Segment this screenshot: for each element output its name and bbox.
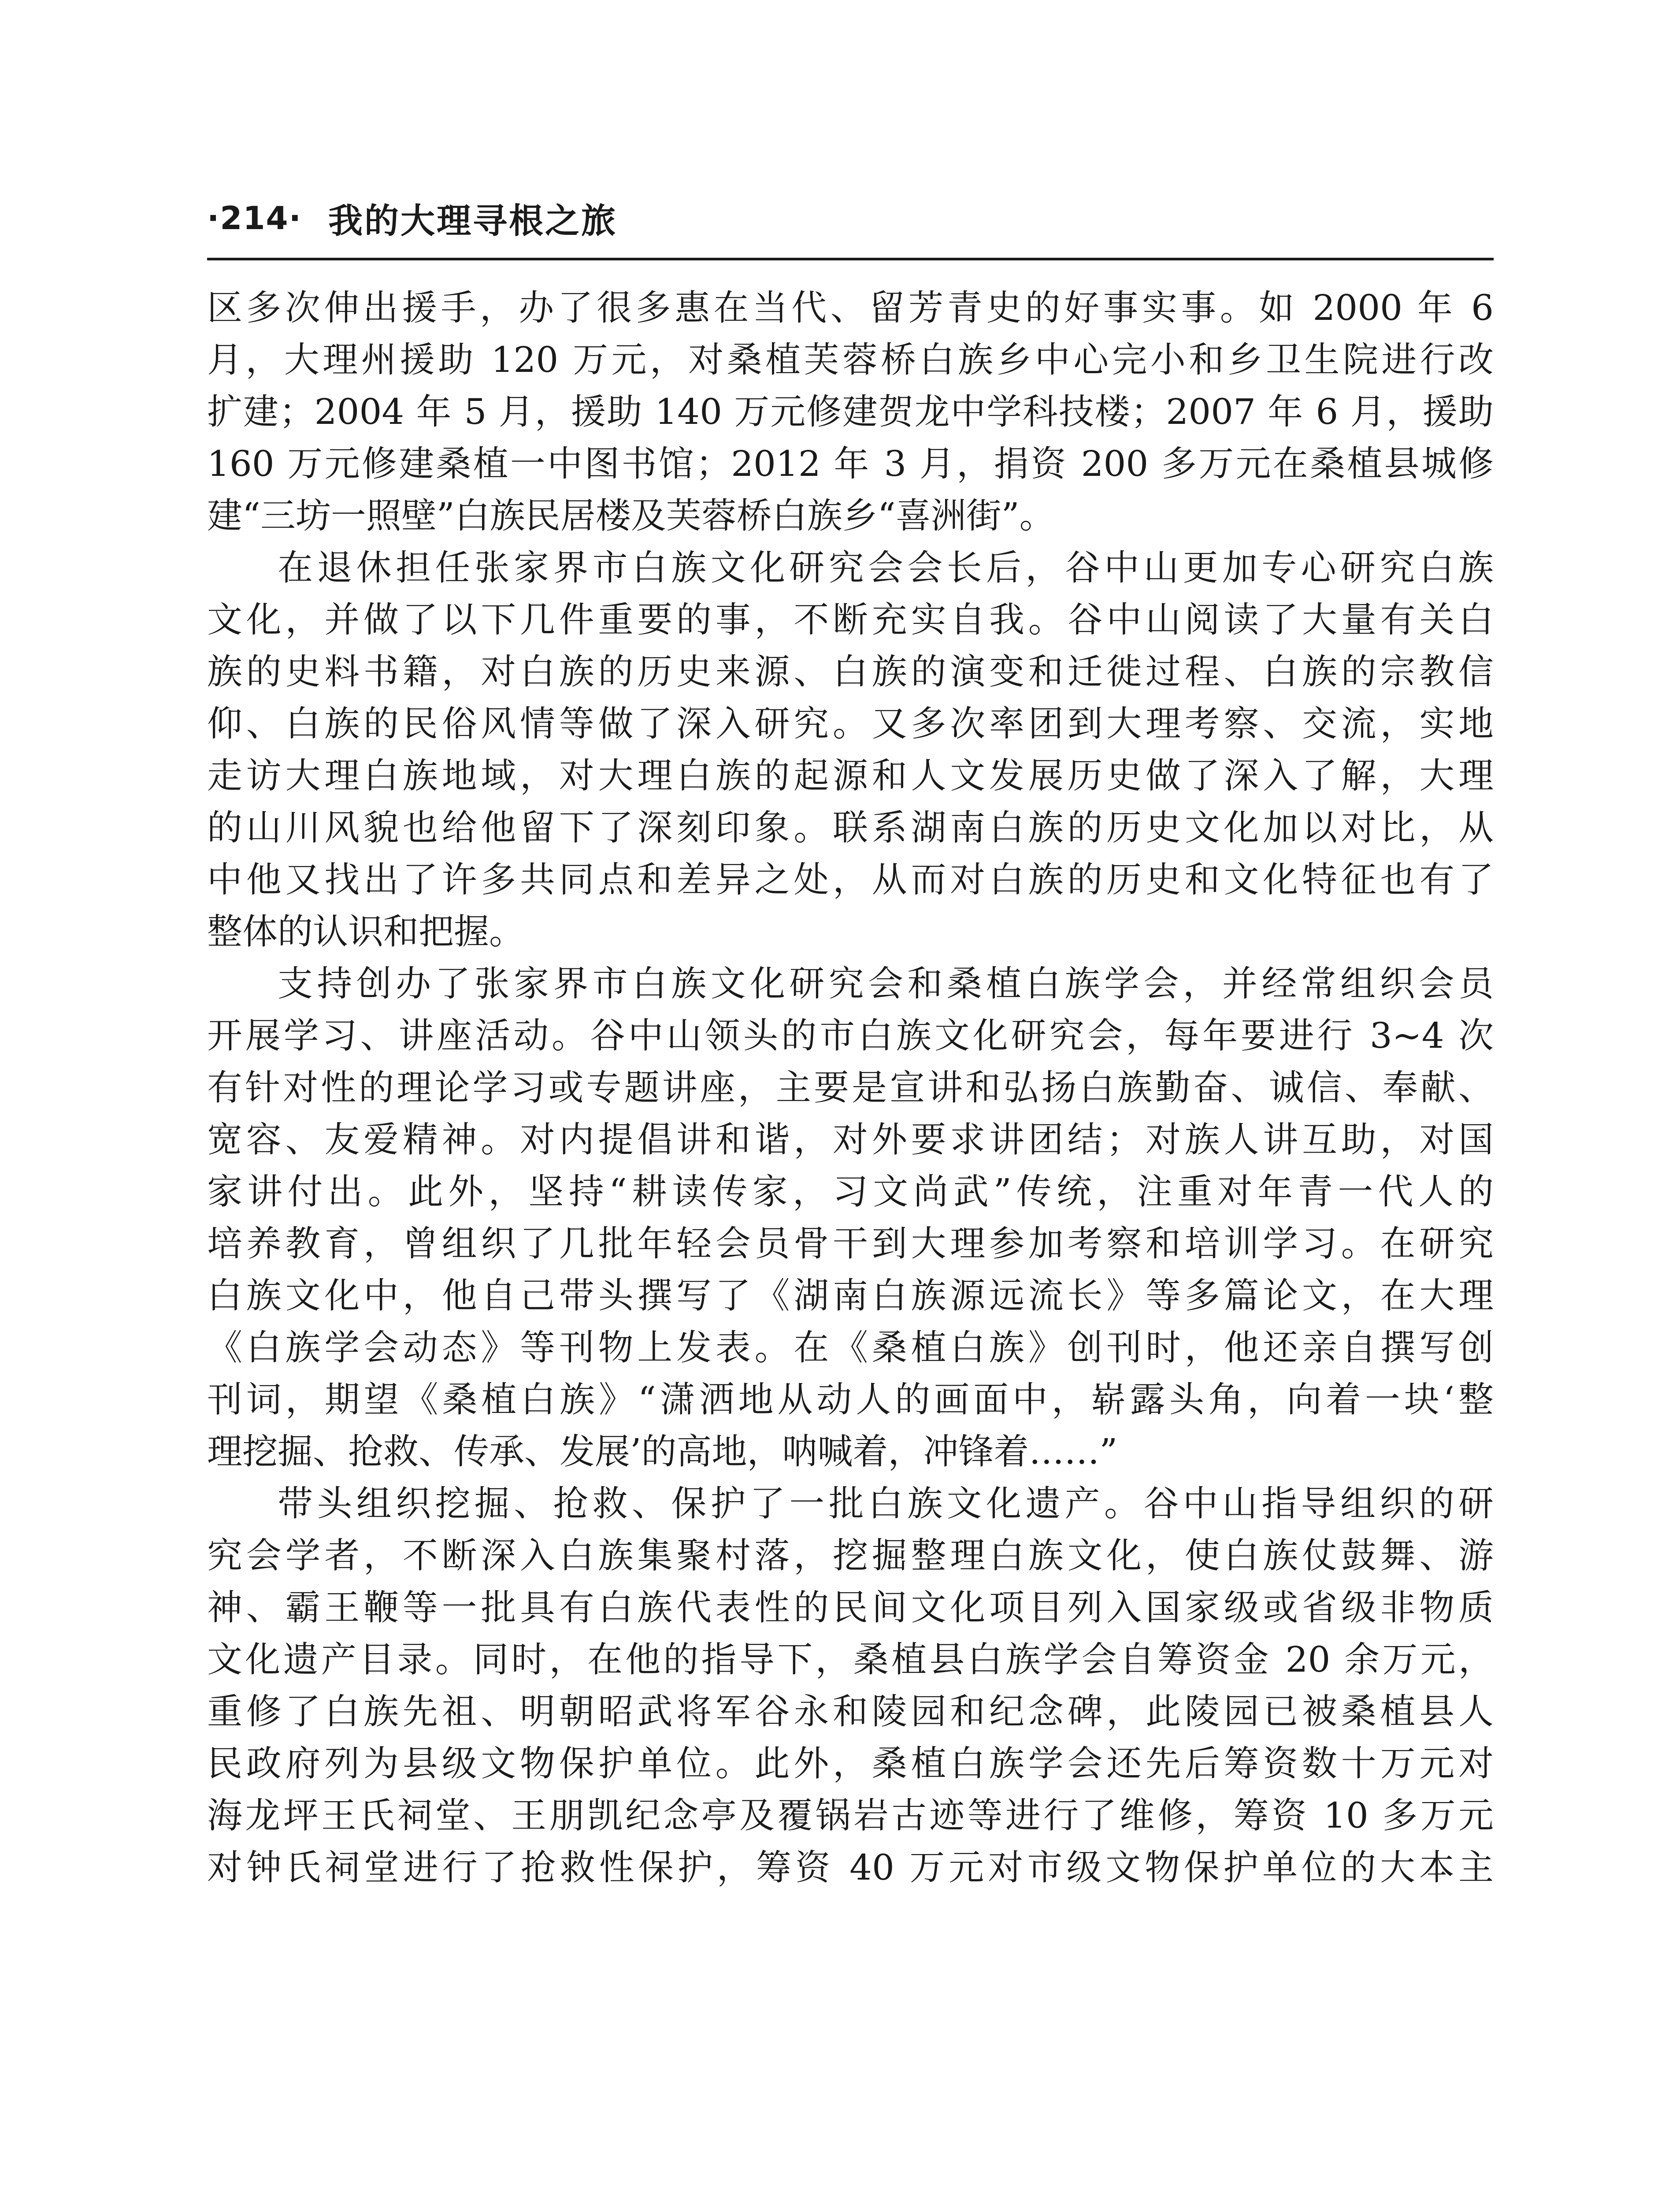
paragraph-2-line-3: 族的史料书籍，对白族的历史来源、白族的演变和迁徙过程、白族的宗教信 <box>207 651 1494 692</box>
body-text <box>207 282 1494 1894</box>
paragraph-3-line-2: 开展学习、讲座活动。谷中山领头的市白族文化研究会，每年要进行 3~4 次 <box>207 1015 1494 1056</box>
paragraph-1-line-2: 月，大理州援助 120 万元，对桑植芙蓉桥白族乡中心完小和乡卫生院进行改 <box>207 339 1494 380</box>
paragraph-1-line-4: 160 万元修建桑植一中图书馆；2012 年 3 月，捐资 200 多万元在桑植县城修 <box>207 443 1494 484</box>
paragraph-1-line-1: 区多次伸出援手，办了很多惠在当代、留芳青史的好事实事。如 2000 年 6 <box>207 287 1494 328</box>
page-number: ·214· <box>207 200 302 237</box>
paragraph-2-line-5: 走访大理白族地域，对大理白族的起源和人文发展历史做了深入了解，大理 <box>207 755 1494 796</box>
paragraph-4-line-7: 海龙坪王氏祠堂、王朋凯纪念亭及覆锅岩古迹等进行了维修，筹资 10 多万元 <box>207 1795 1494 1836</box>
paragraph-2-line-2: 文化，并做了以下几件重要的事，不断充实自我。谷中山阅读了大量有关白 <box>207 599 1494 640</box>
paragraph-3-line-9: 刊词，期望《桑植白族》“潇洒地从动人的画面中，崭露头角，向着一块‘整 <box>207 1379 1494 1420</box>
paragraph-4-line-6: 民政府列为县级文物保护单位。此外，桑植白族学会还先后筹资数十万元对 <box>207 1743 1494 1784</box>
paragraph-3-line-8: 《白族学会动态》等刊物上发表。在《桑植白族》创刊时，他还亲自撰写创 <box>207 1327 1494 1368</box>
running-head <box>207 194 617 242</box>
paragraph-4-line-4: 文化遗产目录。同时，在他的指导下，桑植县白族学会自筹资金 20 余万元， <box>207 1639 1494 1680</box>
paragraph-3-line-4: 宽容、友爱精神。对内提倡讲和谐，对外要求讲团结；对族人讲互助，对国 <box>207 1119 1494 1160</box>
paragraph-2-line-1: 在退休担任张家界市白族文化研究会会长后，谷中山更加专心研究白族 <box>278 547 1494 588</box>
paragraph-1-line-5: 建“三坊一照壁”白族民居楼及芙蓉桥白族乡“喜洲街”。 <box>207 495 1055 536</box>
paragraph-4-line-8: 对钟氏祠堂进行了抢救性保护，筹资 40 万元对市级文物保护单位的大本主 <box>207 1847 1494 1888</box>
paragraph-2-line-6: 的山川风貌也给他留下了深刻印象。联系湖南白族的历史文化加以对比，从 <box>207 807 1494 848</box>
paragraph-3-line-10: 理挖掘、抢救、传承、发展’的高地，呐喊着，冲锋着……” <box>207 1431 1118 1472</box>
paragraph-4-line-3: 神、霸王鞭等一批具有白族代表性的民间文化项目列入国家级或省级非物质 <box>207 1587 1494 1628</box>
paragraph-4-line-5: 重修了白族先祖、明朝昭武将军谷永和陵园和纪念碑，此陵园已被桑植县人 <box>207 1691 1494 1732</box>
paragraph-3-line-5: 家讲付出。此外，坚持“耕读传家，习文尚武”传统，注重对年青一代人的 <box>207 1171 1494 1212</box>
paragraph-3-line-7: 白族文化中，他自己带头撰写了《湖南白族源远流长》等多篇论文，在大理 <box>207 1275 1494 1316</box>
paragraph-4-line-1: 带头组织挖掘、抢救、保护了一批白族文化遗产。谷中山指导组织的研 <box>278 1483 1494 1524</box>
paragraph-4-line-2: 究会学者，不断深入白族集聚村落，挖掘整理白族文化，使白族仗鼓舞、游 <box>207 1535 1494 1576</box>
paragraph-2-line-7: 中他又找出了许多共同点和差异之处，从而对白族的历史和文化特征也有了 <box>207 859 1494 900</box>
paragraph-2-line-4: 仰、白族的民俗风情等做了深入研究。又多次率团到大理考察、交流，实地 <box>207 703 1494 744</box>
paragraph-3-line-3: 有针对性的理论学习或专题讲座，主要是宣讲和弘扬白族勤奋、诚信、奉献、 <box>207 1067 1494 1108</box>
paragraph-3-line-6: 培养教育，曾组织了几批年轻会员骨干到大理参加考察和培训学习。在研究 <box>207 1223 1494 1264</box>
paragraph-1-line-3: 扩建；2004 年 5 月，援助 140 万元修建贺龙中学科技楼；2007 年 6 月，援助 <box>207 391 1494 432</box>
header-rule <box>207 258 1494 260</box>
paragraph-2-line-8: 整体的认识和把握。 <box>207 911 524 952</box>
paragraph-3-line-1: 支持创办了张家界市白族文化研究会和桑植白族学会，并经常组织会员 <box>278 963 1494 1004</box>
book-title: 我的大理寻根之旅 <box>328 201 618 241</box>
